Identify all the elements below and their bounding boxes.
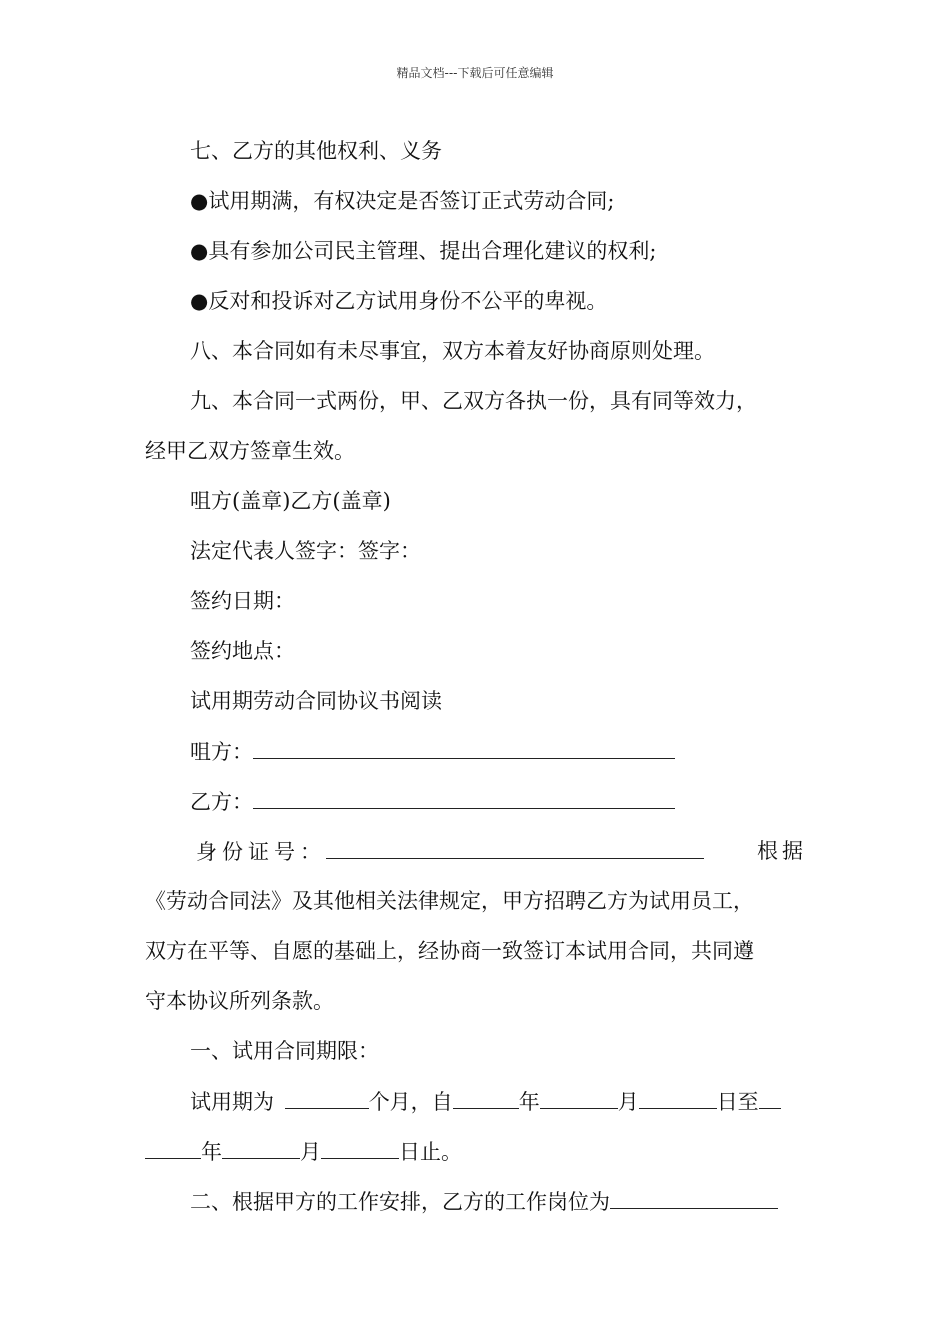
party-a-label: 咀方： [190, 740, 253, 764]
section-7-title: 七、乙方的其他权利、义务 [190, 139, 442, 163]
sign-date-line: 签约日期： [190, 589, 295, 613]
start-year-blank [453, 1086, 519, 1109]
position-blank [610, 1186, 778, 1209]
body-text: 守本协议所列条款。 [145, 989, 334, 1013]
end-day-blank [321, 1136, 399, 1159]
months-blank [285, 1086, 369, 1109]
day-end-text: 日止。 [399, 1140, 462, 1164]
party-b-line [190, 786, 807, 817]
section-2-text: 二、根据甲方的工作安排，乙方的工作岗位为 [190, 1190, 610, 1214]
bullet-item: ●试用期满，有权决定是否签订正式劳动合同; [190, 189, 615, 213]
id-number-label: 身份证号： [196, 840, 326, 864]
party-a-blank [253, 736, 675, 759]
months-text: 个月，自 [368, 1090, 453, 1114]
id-number-blank [326, 836, 704, 859]
start-month-blank [540, 1086, 618, 1109]
id-number-line [196, 836, 807, 867]
trial-period-end-line [145, 1136, 807, 1167]
end-month-blank [222, 1136, 300, 1159]
sign-place-line: 签约地点： [190, 639, 295, 663]
party-b-label: 乙方： [190, 790, 253, 814]
party-a-line [190, 736, 807, 767]
year-text: 年 [201, 1140, 222, 1164]
day-to-text: 日至 [716, 1090, 759, 1114]
body-text: 《劳动合同法》及其他相关法律规定，甲方招聘乙方为试用员工， [145, 889, 754, 913]
section-9-continued: 经甲乙双方签章生效。 [145, 439, 355, 463]
bullet-item: ●具有参加公司民主管理、提出合理化建议的权利; [190, 239, 657, 263]
end-year-blank [145, 1136, 201, 1159]
month-text: 月 [617, 1090, 639, 1114]
page-header: 精品文档---下载后可任意编辑 [396, 66, 554, 80]
trial-period-label: 试用期为 [190, 1090, 274, 1114]
month-text: 月 [300, 1140, 321, 1164]
section-9: 九、本合同一式两份，甲、乙双方各执一份，具有同等效力， [190, 389, 757, 413]
bullet-item: ●反对和投诉对乙方试用身份不公平的卑视。 [190, 289, 608, 313]
seal-line: 咀方(盖章)乙方(盖章) [190, 489, 391, 513]
according-to-text: 根据 [757, 839, 807, 863]
section-1-title: 一、试用合同期限： [190, 1039, 379, 1063]
section-8: 八、本合同如有未尽事宜，双方本着友好协商原则处理。 [190, 339, 715, 363]
end-year-blank-start [759, 1086, 781, 1109]
start-day-blank [639, 1086, 717, 1109]
party-b-blank [253, 786, 675, 809]
body-text: 双方在平等、自愿的基础上，经协商一致签订本试用合同，共同遵 [145, 939, 754, 963]
document-title: 试用期劳动合同协议书阅读 [190, 689, 442, 713]
signature-line: 法定代表人签字：签字： [190, 539, 421, 563]
section-2-line [190, 1186, 807, 1217]
year-text: 年 [518, 1090, 540, 1114]
trial-period-line [190, 1086, 807, 1117]
